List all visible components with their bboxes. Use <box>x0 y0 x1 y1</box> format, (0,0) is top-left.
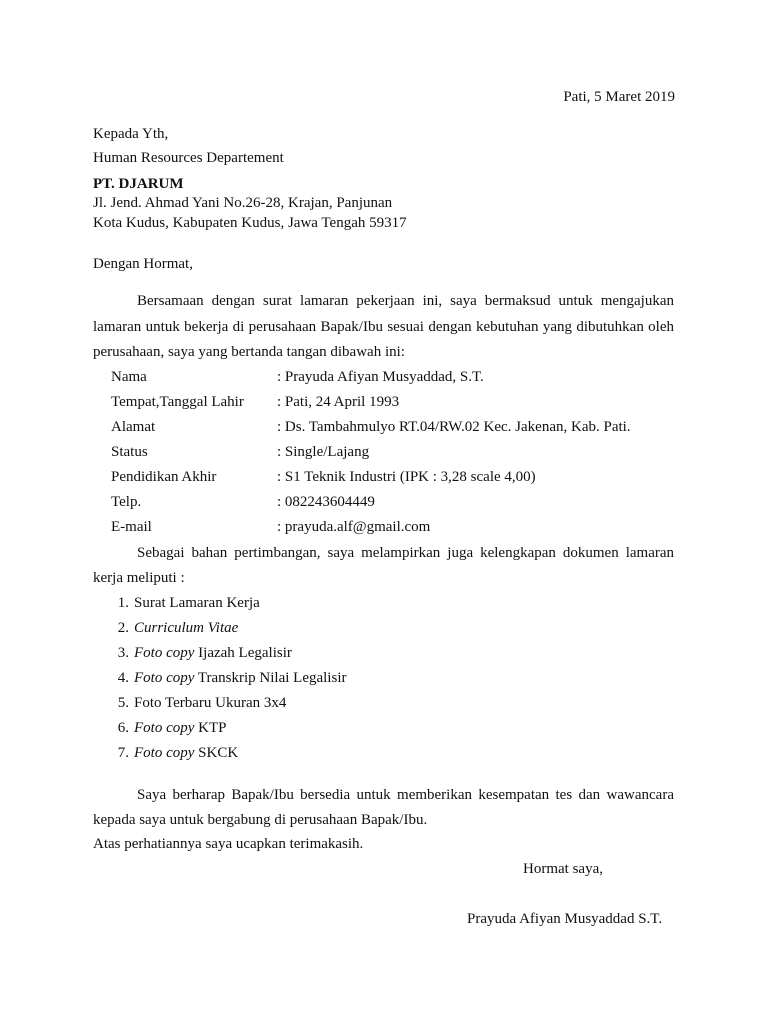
recipient-address-line2: Kota Kudus, Kabupaten Kudus, Jawa Tengah 59317 <box>93 215 407 231</box>
list-number: 3. <box>117 645 129 661</box>
closing-line-1: Saya berharap Bapak/Ibu bersedia untuk memberikan kesempatan tes dan wawancara <box>137 787 674 803</box>
list-item-italic: Curriculum Vitae <box>134 620 239 636</box>
list-item <box>134 718 227 738</box>
attachments-intro-line-2: kerja meliputi : <box>93 570 185 586</box>
list-item <box>134 668 346 688</box>
intro-line-1: Bersamaan dengan surat lamaran pekerjaan ini, saya bermaksud untuk mengajukan <box>137 293 674 309</box>
detail-label: Nama <box>111 369 147 385</box>
greeting: Dengan Hormat, <box>93 256 193 272</box>
list-item <box>134 643 292 663</box>
list-item <box>134 593 260 613</box>
detail-label: Telp. <box>111 494 142 510</box>
intro-line-2: lamaran untuk bekerja di perusahaan Bapak/Ibu sesuai dengan kebutuhan yang dibutuhkan oleh <box>93 319 674 335</box>
list-item <box>134 743 238 763</box>
list-item-italic: Foto copy <box>134 645 195 661</box>
list-item-text: SKCK <box>194 745 239 761</box>
recipient-company: PT. DJARUM <box>93 176 184 192</box>
detail-label: E-mail <box>111 519 152 535</box>
detail-label: Alamat <box>111 419 156 435</box>
attachments-intro-line-1: Sebagai bahan pertimbangan, saya melampirkan juga kelengkapan dokumen lamaran <box>137 545 674 561</box>
recipient-address-line1: Jl. Jend. Ahmad Yani No.26-28, Krajan, Panjunan <box>93 195 393 211</box>
detail-value: : S1 Teknik Industri (IPK : 3,28 scale 4,00) <box>277 469 536 485</box>
signoff: Hormat saya, <box>523 861 603 877</box>
list-number: 6. <box>117 720 129 736</box>
closing-line-3: Atas perhatiannya saya ucapkan terimakasih. <box>93 836 364 852</box>
list-item-italic: Foto copy <box>134 720 195 736</box>
list-item-text: Foto Terbaru Ukuran 3x4 <box>134 695 287 711</box>
intro-line-3: perusahaan, saya yang bertanda tangan dibawah ini: <box>93 344 405 360</box>
detail-label: Status <box>111 444 148 460</box>
list-number: 2. <box>117 620 129 636</box>
detail-value: : Ds. Tambahmulyo RT.04/RW.02 Kec. Jakenan, Kab. Pati. <box>277 419 631 435</box>
list-item-italic: Foto copy <box>134 745 195 761</box>
list-number: 4. <box>117 670 129 686</box>
recipient-department: Human Resources Departement <box>93 150 284 166</box>
list-number: 7. <box>117 745 129 761</box>
list-item-text: Ijazah Legalisir <box>194 645 292 661</box>
closing-line-2: kepada saya untuk bergabung di perusahaan Bapak/Ibu. <box>93 812 428 828</box>
detail-value: : Pati, 24 April 1993 <box>277 394 400 410</box>
detail-label: Pendidikan Akhir <box>111 469 217 485</box>
signature-name: Prayuda Afiyan Musyaddad S.T. <box>467 911 663 927</box>
list-number: 1. <box>117 595 129 611</box>
list-item-text: Transkrip Nilai Legalisir <box>194 670 347 686</box>
list-item <box>134 618 238 638</box>
list-item-text: KTP <box>194 720 227 736</box>
list-number: 5. <box>117 695 129 711</box>
list-item-italic: Foto copy <box>134 670 195 686</box>
detail-value: : prayuda.alf@gmail.com <box>277 519 431 535</box>
detail-value: : Prayuda Afiyan Musyaddad, S.T. <box>277 369 484 385</box>
list-item-text: Surat Lamaran Kerja <box>134 595 260 611</box>
letter-date: Pati, 5 Maret 2019 <box>563 89 675 105</box>
detail-value: : 082243604449 <box>277 494 375 510</box>
recipient-salutation: Kepada Yth, <box>93 126 169 142</box>
list-item <box>134 693 286 713</box>
detail-label: Tempat,Tanggal Lahir <box>111 394 244 410</box>
detail-value: : Single/Lajang <box>277 444 370 460</box>
